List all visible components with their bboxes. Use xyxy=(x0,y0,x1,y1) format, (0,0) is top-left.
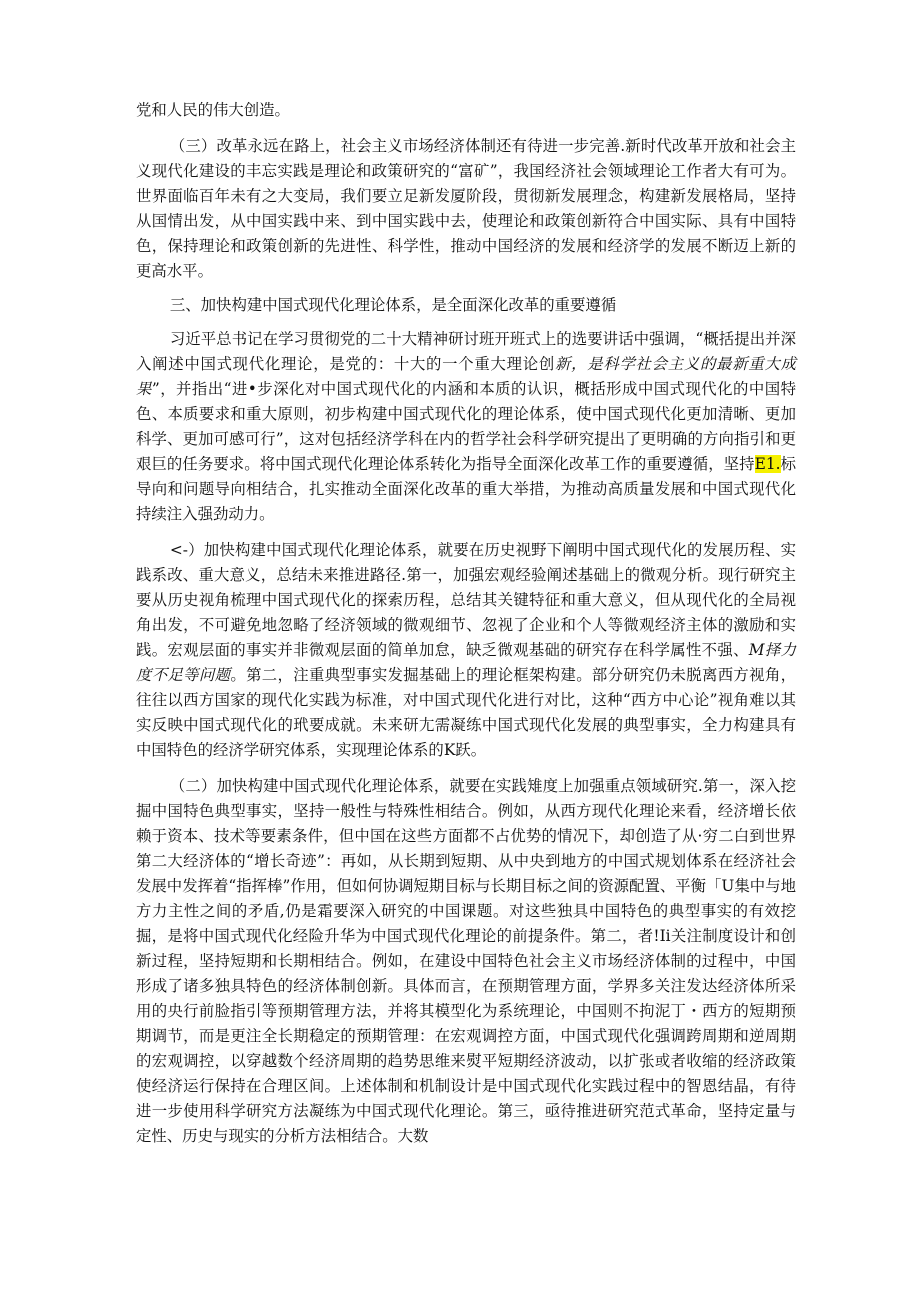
paragraph-history-perspective xyxy=(136,538,796,763)
paragraph-continuation: 党和人民的伟大创造。 xyxy=(136,101,290,119)
speech-text-italic: 新，是科学社会主义的最新重大成果 xyxy=(136,355,796,398)
highlighted-text: E1. xyxy=(754,455,781,473)
section-heading-three: 三、加快构建中国式现代化理论体系，是全面深化改革的重要遵循 xyxy=(169,296,617,314)
history-text-italic: M择力度不足等问题 xyxy=(136,641,796,684)
speech-text-part-d: 标导向和问题导向相结合，扎实推动全面深化改革的重大举措，为推动高质量发展和中国式现代化持续注入强劲动力。 xyxy=(136,455,796,523)
paragraph-reform: （三）改革永远在路上，社会主义市场经济体制还有待进一步完善.新时代改革开放和社会主义现代化建设的丰忘实践是理论和政策研究的“富矿”，我国经济社会领域理论工作者大有可为。世界面临百年未有之大变局，我们要立足新发厦阶段，贯彻新发展理念，构建新发展格局，坚持从国情出发，从中国实践中来、到中国实践中去，使理论和政策创新符合中国实际、具有中国特色，保持理论和政策创新的先进性、科学性，推动中国经济的发展和经济学的发展不断迈上新的更高水平。 xyxy=(136,137,796,280)
history-text-part-b: 。第二，注重典型事实发掘基础上的理论框架构建。部分研究仍未脱离西方视角，往往以西方国家的现代化实践为标准，对中国式现代化进行对比，这种“西方中心论”视角难以其实反映中国式现代化的玳要成就。未来研尢需凝练中国式现代化发展的典型事实，全力构建具有中国特色的经济学研究体系，实现理论体系的K跃。 xyxy=(136,666,796,759)
history-text-part-a: <-）加快构建中国式现代化理论体系，就要在历史视野下阐明中国式现代化的发展历程、实践系改、重大意义，总结未来推进路径.第一，加强宏观经验阐述基础上的微观分析。现行研究主要从历史视角梳理中国式现代化的探索历程，总结其关键特征和重大意义，但从现代化的全局视角出发，不可避免地忽略了经济领域的微观细节、忽视了企业和个人等微观经济主体的激励和实践。宏观层面的事实并非微观层面的简单加怠，缺乏微观基础的研究存在科学属性不强、 xyxy=(136,541,796,659)
document-page xyxy=(136,98,796,1149)
speech-text-part-a: 习近平总书记在学习贯彻党的二十大精神研讨班开班式上的选要讲话中强调，“概括提出并深入阐述中国式现代化理论，是党的：十大的一个重大理论创 xyxy=(136,330,796,373)
paragraph-practice-dimension: （二）加快构建中国式现代化理论体系，就要在实践雉度上加强重点领域研究.第一，深入挖掘中国特色典型事实，坚持一般性与特殊性相结合。例如，从西方现代化理论来看，经济增长依赖于资本、技术等要素条件，但中国在这些方面都不占优势的情况下，却创造了从·穷二白到世界第二大经济体的“增长奇迹”：再如，从长期到短期、从中央到地方的中国式规划体系在经济社会发展中发挥着“指挥棒”作用，但如何协调短期目标与长期目标之间的资源配置、平衡「U集中与地方力主性之间的矛盾,仍是霜要深入研究的中国课题。对这些独具中国特色的典型事实的有效挖掘，是将中国式现代化经险升华为中国式现代化理论的前提条件。第二，者!Ii关注制度设计和创新过程，坚持短期和长期相结合。例如，在建设中国特色社会主义市场经济体制的过程中，中国形成了诸多独具特色的经济体制创新。具体而言，在预期管理方面，学界多关注发达经济体所采用的央行前脸指引等预期管理方法，并将其模型化为系统理论，中国则不拘泥丁・西方的短期预期调节，而是更注全长期稳定的预期管理：在宏观调控方面，中国式现代化强调跨周期和逆周期的宏观调控，以穿越数个经济周期的趋势思维来熨平短期经济波动，以扩张或者收缩的经济政策使经济运行保持在合理区间。上述体制和机制设计是中国式现代化实践过程中的智恩结晶，有待进一步使用科学研究方法凝练为中国式现代化理论。第三，亟待推进研究范式革命，坚持定量与定性、历史与现实的分析方法相结合。大数 xyxy=(136,777,796,1145)
speech-text-part-c: ”，并指出“进•步深化对中国式现代化的内涵和本质的认识，概括形成中国式现代化的中国特色、本质要求和重大原则，初步构建中国式现代化的理论体系，使中国式现代化更加清晰、更加科学、更加可感可行”，这对包括经济学科在内的哲学社会科学研究提出了更明确的方向指引和更艰巨的任务要求。将中国式现代化理论体系转化为指导全面深化改革工作的重要遵循，坚持 xyxy=(136,380,796,473)
paragraph-xi-speech xyxy=(136,327,796,527)
